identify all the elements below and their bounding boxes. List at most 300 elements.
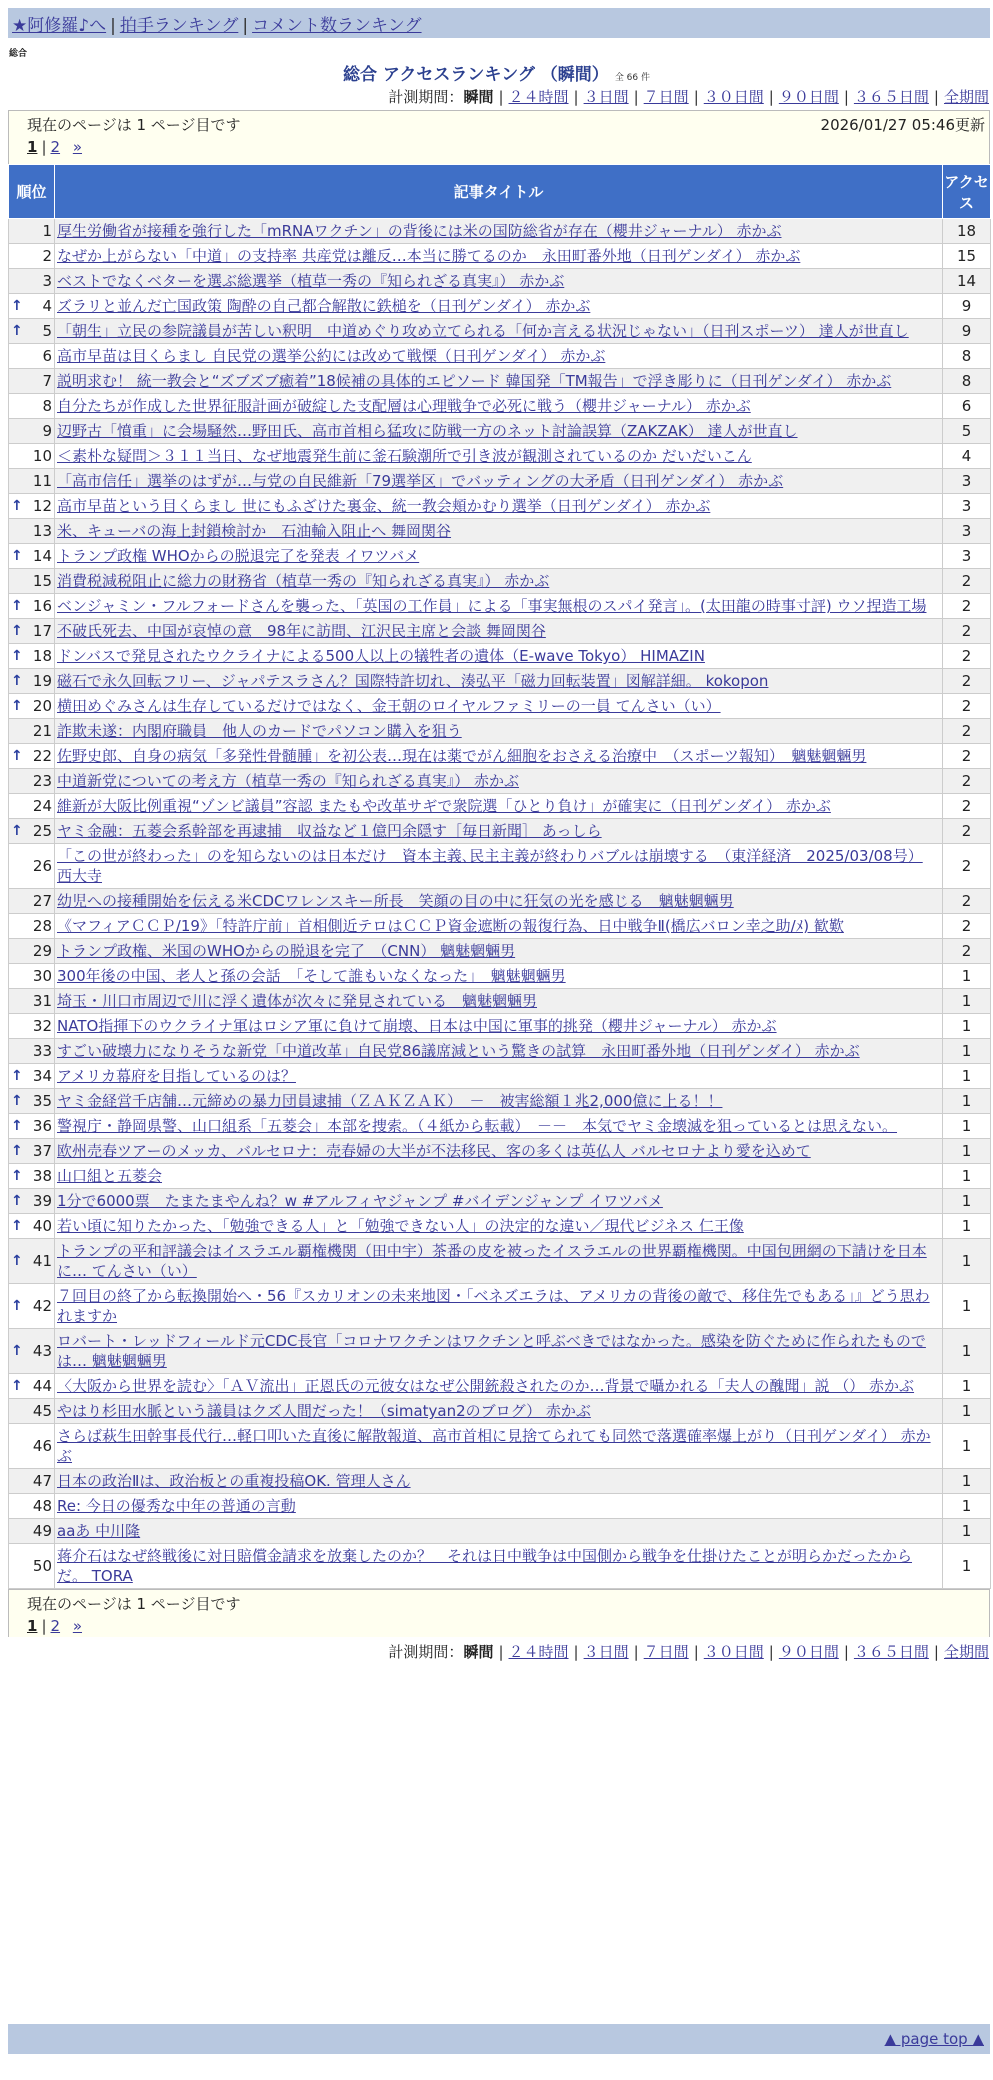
table-row	[9, 544, 991, 569]
access-count: 2	[943, 939, 991, 964]
page-title-block	[0, 60, 993, 85]
rank-number: 2	[42, 247, 52, 265]
table-row	[9, 939, 991, 964]
access-count: 3	[943, 544, 991, 569]
access-count: 1	[943, 1519, 991, 1544]
article-link[interactable]: ズラリと並んだ亡国政策 陶酔の自己都合解散に鉄槌を（日刊ゲンダイ） 赤かぶ	[57, 297, 591, 315]
table-row	[9, 394, 991, 419]
article-link[interactable]: なぜか上がらない「中道」の支持率 共産党は離反…本当に勝てるのか 永田町番外地（日刊ゲンダイ） 赤かぶ	[57, 247, 801, 265]
rank-cell	[9, 844, 55, 889]
rank-cell	[9, 1399, 55, 1424]
access-count: 2	[943, 594, 991, 619]
article-link[interactable]: 厚生労働省が接種を強行した「mRNAワクチン」の背後には米の国防総省が存在（櫻井ジャーナル） 赤かぶ	[57, 222, 782, 240]
table-row	[9, 794, 991, 819]
access-count: 18	[943, 219, 991, 244]
nav-link-comment-ranking[interactable]: コメント数ランキング	[252, 16, 422, 36]
page-top-link[interactable]: ▲ page top ▲	[884, 2030, 984, 2048]
rank-number: 33	[32, 1042, 52, 1060]
article-link[interactable]: 磁石で永久回転フリー、ジャパテスラさん？国際特許切れ、湊弘平「磁力回転装置」図解詳細。 kokopon	[57, 672, 769, 690]
title-cell	[55, 344, 943, 369]
header-title: 記事タイトル	[55, 165, 943, 219]
access-count: 1	[943, 1284, 991, 1329]
article-link[interactable]: ベストでなくベターを選ぶ総選挙（植草一秀の『知られざる真実』） 赤かぶ	[57, 272, 565, 290]
article-link[interactable]: 埼玉・川口市周辺で川に浮く遺体が次々に発見されている 魑魅魍魎男	[57, 992, 538, 1010]
title-cell	[55, 1014, 943, 1039]
rank-number: 22	[32, 747, 52, 765]
period-link-7d[interactable]: ７日間	[643, 88, 689, 106]
rank-cell	[9, 444, 55, 469]
period-link-30d[interactable]: ３０日間	[703, 88, 764, 106]
title-cell	[55, 1164, 943, 1189]
title-cell	[55, 394, 943, 419]
rank-number: 41	[32, 1252, 52, 1270]
access-count: 2	[943, 769, 991, 794]
article-link[interactable]: ＜素朴な疑問＞３１１当日、なぜ地震発生前に釜石験潮所で引き波が観測されているのか だいだいこん	[57, 447, 752, 465]
table-row	[9, 1374, 991, 1399]
rank-up-arrow-icon: ↑	[11, 598, 23, 614]
period-current: 瞬間	[463, 88, 494, 106]
rank-up-arrow-icon: ↑	[11, 1068, 23, 1084]
rank-up-arrow-icon: ↑	[11, 1118, 23, 1134]
article-link[interactable]: 佐野史郎、自身の病気「多発性骨髄腫」を初公表…現在は薬でがん細胞をおさえる治療中 （スポーツ報知） 魑魅魍魎男	[57, 747, 867, 765]
article-link[interactable]: 「朝生」立民の参院議員が苦しい釈明 中道めぐり攻め立てられる「何か言える状況じゃない」（日刊スポーツ） 達人が世直し	[57, 322, 909, 340]
rank-up-arrow-icon: ↑	[11, 1298, 23, 1314]
rank-number: 46	[32, 1437, 52, 1455]
article-link[interactable]: 不破氏死去、中国が哀悼の意 98年に訪問、江沢民主席と会談 舞岡関谷	[57, 622, 546, 640]
table-row	[9, 1519, 991, 1544]
article-link[interactable]: 「この世が終わった」のを知らないのは日本だけ 資本主義､民主主義が終わりバブルは崩壊する （東洋経済 2025/03/08号） 西大寺	[57, 847, 923, 885]
rank-number: 40	[32, 1217, 52, 1235]
page-current: 1	[27, 138, 38, 156]
table-row	[9, 1329, 991, 1374]
table-row	[9, 294, 991, 319]
title-cell	[55, 569, 943, 594]
rank-cell	[9, 1214, 55, 1239]
rank-number: 23	[32, 772, 52, 790]
rank-cell	[9, 494, 55, 519]
access-count: 1	[943, 1469, 991, 1494]
rank-number: 49	[32, 1522, 52, 1540]
period-label: 計測期間：	[388, 88, 464, 106]
article-link[interactable]: NATO指揮下のウクライナ軍はロシア軍に負けて崩壊、日本は中国に軍事的挑発（櫻井ジャーナル） 赤かぶ	[57, 1017, 777, 1035]
period-link-3d[interactable]: ３日間	[583, 88, 629, 106]
page-link-2[interactable]: 2	[50, 138, 61, 156]
rank-up-arrow-icon: ↑	[11, 1093, 23, 1109]
table-row	[9, 1544, 991, 1589]
article-link[interactable]: すごい破壊力になりそうな新党「中道改革」自民党86議席減という驚きの試算 永田町番外地（日刊ゲンダイ） 赤かぶ	[57, 1042, 860, 1060]
article-link[interactable]: 詐欺未遂：内閣府職員 他人のカードでパソコン購入を狙う	[57, 722, 462, 740]
access-count: 5	[943, 419, 991, 444]
access-count: 1	[943, 1039, 991, 1064]
access-count: 2	[943, 669, 991, 694]
rank-up-arrow-icon: ↑	[11, 698, 23, 714]
title-cell	[55, 989, 943, 1014]
rank-cell	[9, 769, 55, 794]
title-cell	[55, 1424, 943, 1469]
table-row	[9, 694, 991, 719]
period-link-24h-bottom[interactable]: ２４時間	[508, 1643, 569, 1661]
page-title: 総合 アクセスランキング （瞬間）	[342, 65, 609, 85]
table-row	[9, 1089, 991, 1114]
rank-number: 10	[32, 447, 52, 465]
table-row	[9, 319, 991, 344]
access-count: 1	[943, 1214, 991, 1239]
rank-cell	[9, 1014, 55, 1039]
table-row	[9, 1214, 991, 1239]
rank-number: 14	[32, 547, 52, 565]
access-count: 15	[943, 244, 991, 269]
table-row	[9, 844, 991, 889]
rank-up-arrow-icon: ↑	[11, 623, 23, 639]
table-row	[9, 644, 991, 669]
rank-cell	[9, 889, 55, 914]
rank-up-arrow-icon: ↑	[11, 1343, 23, 1359]
table-row	[9, 819, 991, 844]
title-cell	[55, 519, 943, 544]
table-row	[9, 1164, 991, 1189]
table-row	[9, 1494, 991, 1519]
category-label: 総合	[9, 49, 28, 59]
rank-number: 9	[42, 422, 52, 440]
rank-up-arrow-icon: ↑	[11, 823, 23, 839]
access-count: 6	[943, 394, 991, 419]
rank-number: 37	[32, 1142, 52, 1160]
article-link[interactable]: 「高市信任」選挙のはずが…与党の自民維新「79選挙区」でバッティングの大矛盾（日刊ゲンダイ） 赤かぶ	[57, 472, 784, 490]
title-cell	[55, 744, 943, 769]
rank-number: 48	[32, 1497, 52, 1515]
rank-number: 39	[32, 1192, 52, 1210]
article-link[interactable]: 警視庁・静岡県警、山口組系「五菱会」本部を捜索。（４紙から転載） －－ 本気でヤミ金壊滅を狙っているとは思えない。	[57, 1117, 898, 1135]
rank-number: 24	[32, 797, 52, 815]
rank-number: 44	[32, 1377, 52, 1395]
title-cell	[55, 494, 943, 519]
rank-cell	[9, 989, 55, 1014]
table-row	[9, 1114, 991, 1139]
title-cell	[55, 1239, 943, 1284]
period-link-3d-bottom[interactable]: ３日間	[583, 1643, 629, 1661]
rank-cell	[9, 544, 55, 569]
rank-cell	[9, 1064, 55, 1089]
pagination-bottom: 1 | 2 »	[27, 1617, 83, 1635]
access-count: 1	[943, 1424, 991, 1469]
rank-up-arrow-icon: ↑	[11, 673, 23, 689]
title-cell	[55, 219, 943, 244]
period-label-bottom: 計測期間：	[388, 1643, 464, 1661]
rank-number: 45	[32, 1402, 52, 1420]
article-link[interactable]: 説明求む！ 統一教会と“ズブズブ癒着”18候補の具体的エピソード 韓国発「TM報告」で浮き彫りに（日刊ゲンダイ） 赤かぶ	[57, 372, 892, 390]
title-cell	[55, 1139, 943, 1164]
rank-number: 30	[32, 967, 52, 985]
rank-up-arrow-icon: ↑	[11, 648, 23, 664]
access-count: 2	[943, 914, 991, 939]
rank-number: 3	[42, 272, 52, 290]
article-link[interactable]: トランプ政権 WHOからの脱退完了を発表 イワツバメ	[57, 547, 420, 565]
article-link[interactable]: 蒋介石はなぜ終戦後に対日賠償金請求を放棄したのか？ それは日中戦争は中国側から戦争を仕掛けたことが明らかだったからだ。 TORA	[57, 1547, 913, 1585]
article-link[interactable]: ヤミ金経営千店舗…元締めの暴力団員逮捕（ＺＡＫＺＡＫ） － 被害総額１兆2,000億に上る！！	[57, 1092, 723, 1110]
article-link[interactable]: トランプ政権、米国のWHOからの脱退を完了 （CNN） 魑魅魍魎男	[57, 942, 516, 960]
access-count: 1	[943, 964, 991, 989]
ranking-table	[8, 164, 991, 1589]
article-link[interactable]: 1分で6000票 たまたまやんね？w #アルフィヤジャンプ #バイデンジャンプ イワツバメ	[57, 1192, 663, 1210]
pager-bottom	[8, 1589, 990, 1637]
title-cell	[55, 644, 943, 669]
access-count: 9	[943, 294, 991, 319]
rank-cell	[9, 469, 55, 494]
article-link[interactable]: トランプの平和評議会はイスラエル覇権機関（田中宇）茶番の皮を被ったイスラエルの世界覇権機関。中国包囲網の下請けを日本に… てんさい（い）	[57, 1242, 927, 1280]
page-next-link-bottom[interactable]: »	[72, 1617, 83, 1635]
title-cell	[55, 1064, 943, 1089]
article-link[interactable]: 維新が大阪比例重視“ゾンビ議員”容認 またもや改革サギで衆院選「ひとり負け」が確実に（日刊ゲンダイ） 赤かぶ	[57, 797, 831, 815]
article-link[interactable]: やはり杉田水脈という議員はクズ人間だった！（simatyan2のブログ） 赤かぶ	[57, 1402, 591, 1420]
table-row	[9, 344, 991, 369]
title-cell	[55, 964, 943, 989]
article-link[interactable]: 米、キューバの海上封鎖検討か 石油輸入阻止へ 舞岡関谷	[57, 522, 452, 540]
rank-cell	[9, 719, 55, 744]
rank-number: 28	[32, 917, 52, 935]
access-count: 4	[943, 444, 991, 469]
access-count: 3	[943, 494, 991, 519]
access-count: 2	[943, 619, 991, 644]
rank-number: 19	[32, 672, 52, 690]
rank-cell	[9, 594, 55, 619]
title-cell	[55, 1039, 943, 1064]
nav-link-hakushu-ranking[interactable]: 拍手ランキング	[119, 16, 239, 36]
nav-separator: |	[110, 16, 116, 36]
title-cell	[55, 669, 943, 694]
rank-cell	[9, 344, 55, 369]
article-link[interactable]: 〈大阪から世界を読む〉「ＡＶ流出」正恩氏の元彼女はなぜ公開銃殺されたのか…背景で囁かれる「夫人の醜聞」説 （） 赤かぶ	[57, 1377, 915, 1395]
period-selector-bottom: 計測期間：瞬間 | ２４時間 | ３日間 | ７日間 | ３０日間 | ９０日間 | ３６５日間 | 全期間	[388, 1643, 989, 1661]
rank-number: 8	[42, 397, 52, 415]
rank-number: 29	[32, 942, 52, 960]
total-count: 全 66 件	[614, 73, 650, 83]
table-row	[9, 269, 991, 294]
title-cell	[55, 319, 943, 344]
access-count: 2	[943, 819, 991, 844]
title-cell	[55, 889, 943, 914]
rank-number: 12	[32, 497, 52, 515]
access-count: 1	[943, 1014, 991, 1039]
title-cell	[55, 694, 943, 719]
rank-number: 6	[42, 347, 52, 365]
title-cell	[55, 444, 943, 469]
rank-number: 50	[32, 1557, 52, 1575]
rank-cell	[9, 1189, 55, 1214]
title-cell	[55, 844, 943, 889]
rank-number: 5	[42, 322, 52, 340]
article-link[interactable]: 中道新党についての考え方（植草一秀の『知られざる真実』） 赤かぶ	[57, 772, 519, 790]
period-link-7d-bottom[interactable]: ７日間	[643, 1643, 689, 1661]
period-link-90d-bottom[interactable]: ９０日間	[778, 1643, 839, 1661]
rank-cell	[9, 819, 55, 844]
title-cell	[55, 914, 943, 939]
article-link[interactable]: アメリカ幕府を目指しているのは？	[57, 1067, 296, 1085]
period-link-365d-bottom[interactable]: ３６５日間	[853, 1643, 929, 1661]
title-cell	[55, 939, 943, 964]
rank-up-arrow-icon: ↑	[11, 1193, 23, 1209]
page-link-2-bottom[interactable]: 2	[50, 1617, 61, 1635]
page-next-link[interactable]: »	[72, 138, 83, 156]
page-indicator-bottom: 現在のページは 1 ページ目です	[27, 1595, 241, 1613]
rank-cell	[9, 369, 55, 394]
rank-cell	[9, 519, 55, 544]
access-count: 1	[943, 1399, 991, 1424]
table-row	[9, 569, 991, 594]
rank-up-arrow-icon: ↑	[11, 1218, 23, 1234]
rank-cell	[9, 1424, 55, 1469]
table-row	[9, 1189, 991, 1214]
article-link[interactable]: ７回目の終了から転換開始へ・56『スカリオンの未来地図・「ベネズエラは、アメリカの背後の敵で、移住先でもある」』どう思われますか	[57, 1287, 930, 1325]
table-row	[9, 1014, 991, 1039]
title-cell	[55, 1214, 943, 1239]
title-cell	[55, 1399, 943, 1424]
table-row	[9, 669, 991, 694]
period-link-24h[interactable]: ２４時間	[508, 88, 569, 106]
rank-cell	[9, 794, 55, 819]
header-access: アクセス	[943, 165, 991, 219]
access-count: 2	[943, 794, 991, 819]
updated-time: 2026/01/27 05:46更新	[820, 116, 985, 134]
table-row	[9, 469, 991, 494]
title-cell	[55, 1544, 943, 1589]
table-row	[9, 1424, 991, 1469]
rank-cell	[9, 1089, 55, 1114]
access-count: 1	[943, 1544, 991, 1589]
rank-cell	[9, 219, 55, 244]
title-cell	[55, 1469, 943, 1494]
rank-number: 47	[32, 1472, 52, 1490]
access-count: 1	[943, 1089, 991, 1114]
rank-cell	[9, 1039, 55, 1064]
access-count: 1	[943, 1064, 991, 1089]
article-link[interactable]: さらば萩生田幹事長代行…軽口叩いた直後に解散報道、高市首相に見捨てられても同然で落選確率爆上がり（日刊ゲンダイ） 赤かぶ	[57, 1427, 931, 1465]
footer-bar	[8, 2024, 990, 2054]
rank-number: 35	[32, 1092, 52, 1110]
rank-up-arrow-icon: ↑	[11, 748, 23, 764]
title-cell	[55, 369, 943, 394]
access-count: 2	[943, 694, 991, 719]
rank-cell	[9, 644, 55, 669]
article-link[interactable]: 消費税減税阻止に総力の財務省（植草一秀の『知られざる真実』） 赤かぶ	[57, 572, 550, 590]
top-nav	[8, 8, 990, 38]
access-count: 8	[943, 369, 991, 394]
title-cell	[55, 294, 943, 319]
rank-number: 16	[32, 597, 52, 615]
nav-separator: |	[242, 16, 249, 36]
article-link[interactable]: Re: 今日の優秀な中年の普通の言動	[57, 1497, 296, 1515]
access-count: 9	[943, 319, 991, 344]
title-cell	[55, 1519, 943, 1544]
period-selector-top: 計測期間：瞬間 | ２４時間 | ３日間 | ７日間 | ３０日間 | ９０日間 | ３６５日間 | 全期間	[388, 88, 989, 106]
article-link[interactable]: aaあ 中川隆	[57, 1522, 141, 1540]
article-link[interactable]: ドンバスで発見されたウクライナによる500人以上の犠牲者の遺体（E-wave Tokyo） HIMAZIN	[57, 647, 705, 665]
title-cell	[55, 1494, 943, 1519]
period-link-all[interactable]: 全期間	[943, 88, 989, 106]
access-count: 1	[943, 1189, 991, 1214]
rank-cell	[9, 1374, 55, 1399]
table-row	[9, 1064, 991, 1089]
rank-cell	[9, 669, 55, 694]
access-count: 2	[943, 744, 991, 769]
title-cell	[55, 244, 943, 269]
article-link[interactable]: 自分たちが作成した世界征服計画が破綻した支配層は心理戦争で必死に戦う（櫻井ジャーナル） 赤かぶ	[57, 397, 751, 415]
period-link-30d-bottom[interactable]: ３０日間	[703, 1643, 764, 1661]
rank-cell	[9, 939, 55, 964]
table-row	[9, 914, 991, 939]
rank-cell	[9, 1329, 55, 1374]
table-row	[9, 1039, 991, 1064]
rank-number: 34	[32, 1067, 52, 1085]
header-rank: 順位	[9, 165, 55, 219]
title-cell	[55, 719, 943, 744]
access-count: 1	[943, 1139, 991, 1164]
table-row	[9, 1399, 991, 1424]
article-link[interactable]: 辺野古「憤重」に会場騒然…野田氏、高市首相ら猛攻に防戦一方のネット討論誤算（ZAKZAK） 達人が世直し	[57, 422, 798, 440]
rank-up-arrow-icon: ↑	[11, 498, 23, 514]
table-row	[9, 889, 991, 914]
period-link-90d[interactable]: ９０日間	[778, 88, 839, 106]
page-current-bottom: 1	[27, 1617, 38, 1635]
table-row	[9, 989, 991, 1014]
access-count: 1	[943, 1374, 991, 1399]
access-count: 8	[943, 344, 991, 369]
rank-up-arrow-icon: ↑	[11, 298, 23, 314]
access-count: 3	[943, 469, 991, 494]
article-link[interactable]: ベンジャミン・フルフォードさんを襲った、「英国の工作員」による「事実無根のスパイ発言」。(太田龍の時事寸評) ウソ捏造工場	[57, 597, 927, 615]
rank-number: 21	[32, 722, 52, 740]
period-link-all-bottom[interactable]: 全期間	[943, 1643, 989, 1661]
article-link[interactable]: 欧州売春ツアーのメッカ、バルセロナ：売春婦の大半が不法移民、客の多くは英仏人 バルセロナより愛を込めて	[57, 1142, 811, 1160]
nav-link-asyura[interactable]: ★阿修羅♪へ	[12, 16, 107, 36]
article-link[interactable]: 高市早苗は目くらまし 自民党の選挙公約には改めて戦慄（日刊ゲンダイ） 赤かぶ	[57, 347, 606, 365]
article-link[interactable]: 幼児への接種開始を伝える米CDCワレンスキー所長 笑顔の目の中に狂気の光を感じる 魑魅魍魎男	[57, 892, 734, 910]
rank-number: 32	[32, 1017, 52, 1035]
table-row	[9, 244, 991, 269]
rank-number: 17	[32, 622, 52, 640]
title-cell	[55, 1114, 943, 1139]
rank-cell	[9, 1494, 55, 1519]
article-link[interactable]: 300年後の中国、老人と孫の会話 「そして誰もいなくなった」 魑魅魍魎男	[57, 967, 566, 985]
access-count: 1	[943, 1494, 991, 1519]
rank-number: 43	[32, 1342, 52, 1360]
rank-cell	[9, 319, 55, 344]
article-link[interactable]: 若い頃に知りたかった、「勉強できる人」と「勉強できない人」の決定的な違い／現代ビジネス 仁王像	[57, 1217, 744, 1235]
rank-up-arrow-icon: ↑	[11, 323, 23, 339]
rank-number: 42	[32, 1297, 52, 1315]
table-row	[9, 594, 991, 619]
rank-up-arrow-icon: ↑	[11, 1168, 23, 1184]
article-link[interactable]: 高市早苗という目くらまし 世にもふざけた裏金、統一教会頬かむり選挙（日刊ゲンダイ） 赤かぶ	[57, 497, 711, 515]
period-link-365d[interactable]: ３６５日間	[853, 88, 929, 106]
article-link[interactable]: ロバート・レッドフィールド元CDC長官「コロナワクチンはワクチンと呼ぶべきではなかった。感染を防ぐために作られたものでは… 魑魅魍魎男	[57, 1332, 926, 1370]
title-cell	[55, 469, 943, 494]
rank-cell	[9, 1284, 55, 1329]
article-link[interactable]: 山口組と五菱会	[57, 1167, 163, 1185]
table-row	[9, 744, 991, 769]
article-link[interactable]: ヤミ金融：五菱会系幹部を再逮捕 収益など１億円余隠す［毎日新聞］ あっしら	[57, 822, 602, 840]
rank-number: 31	[32, 992, 52, 1010]
access-count: 2	[943, 889, 991, 914]
rank-cell	[9, 694, 55, 719]
rank-cell	[9, 269, 55, 294]
article-link[interactable]: 横田めぐみさんは生存しているだけではなく、金王朝のロイヤルファミリーの一員 てんさい（い）	[57, 697, 721, 715]
access-count: 14	[943, 269, 991, 294]
table-row	[9, 719, 991, 744]
rank-cell	[9, 964, 55, 989]
article-link[interactable]: 《マフィアＣＣＰ/19》「特許庁前」首相側近テロはＣＣＰ資金遮断の報復行為、日中戦争Ⅱ(橋広バロン幸之助/ﾒ) 歓歎	[57, 917, 844, 935]
article-link[interactable]: 日本の政治Ⅱは、政治板との重複投稿OK. 管理人さん	[57, 1472, 411, 1490]
title-cell	[55, 1189, 943, 1214]
